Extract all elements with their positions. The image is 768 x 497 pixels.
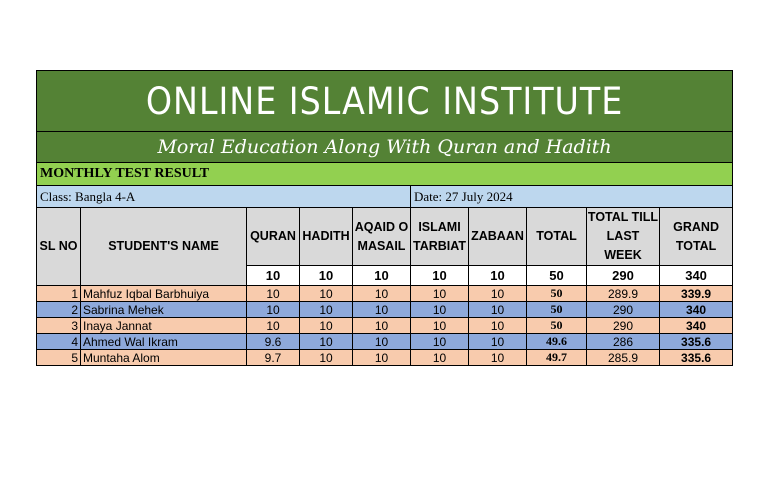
cell-zabaan: 10 [469,286,527,302]
header-aqaid [353,208,411,266]
table-row [37,350,733,366]
cell-quran: 10 [247,318,300,334]
header-total: TOTAL [527,208,587,266]
cell-quran: 9.6 [247,334,300,350]
header-quran: QURAN [247,208,300,266]
cell-sl: 5 [37,350,81,366]
institute-subtitle: Moral Education Along With Quran and Hadith [37,132,733,163]
cell-aqaid: 10 [353,334,411,350]
cell-total: 49.7 [527,350,587,366]
cell-islami: 10 [411,302,469,318]
max-grand-total: 340 [660,266,733,286]
cell-grand-total: 339.9 [660,286,733,302]
header-hadith: HADITH [300,208,353,266]
max-zabaan: 10 [469,266,527,286]
header-sl-no: SL NO [37,208,81,286]
result-sheet [36,70,732,366]
header-grand-line1: GRAND [673,219,719,234]
cell-grand-total: 335.6 [660,334,733,350]
max-till-last-week: 290 [587,266,660,286]
header-student-name: STUDENT'S NAME [81,208,247,286]
cell-aqaid: 10 [353,350,411,366]
max-hadith: 10 [300,266,353,286]
cell-aqaid: 10 [353,318,411,334]
table-row [37,334,733,350]
cell-student-name: Inaya Jannat [81,318,247,334]
max-quran: 10 [247,266,300,286]
cell-hadith: 10 [300,302,353,318]
cell-islami: 10 [411,286,469,302]
cell-islami: 10 [411,318,469,334]
cell-total: 50 [527,286,587,302]
result-table [36,70,733,366]
cell-total: 50 [527,318,587,334]
cell-aqaid: 10 [353,302,411,318]
cell-quran: 10 [247,286,300,302]
cell-grand-total: 340 [660,302,733,318]
header-till-line1: TOTAL TILL [587,210,659,224]
cell-student-name: Sabrina Mehek [81,302,247,318]
cell-hadith: 10 [300,334,353,350]
header-zabaan: ZABAAN [469,208,527,266]
cell-grand-total: 340 [660,318,733,334]
table-row [37,286,733,302]
date-label: Date: 27 July 2024 [411,186,733,208]
cell-hadith: 10 [300,318,353,334]
cell-till-last-week: 290 [587,302,660,318]
header-grand-total [660,208,733,266]
result-heading: MONTHLY TEST RESULT [37,163,733,186]
cell-aqaid: 10 [353,286,411,302]
header-aqaid-line1: AQAID O [354,219,409,234]
cell-hadith: 10 [300,286,353,302]
cell-till-last-week: 289.9 [587,286,660,302]
cell-student-name: Mahfuz Iqbal Barbhuiya [81,286,247,302]
header-till-line2: LAST WEEK [604,229,642,262]
cell-total: 50 [527,302,587,318]
cell-sl: 4 [37,334,81,350]
cell-zabaan: 10 [469,318,527,334]
cell-quran: 9.7 [247,350,300,366]
header-aqaid-line2: MASAIL [357,238,406,253]
cell-sl: 1 [37,286,81,302]
cell-quran: 10 [247,302,300,318]
cell-till-last-week: 290 [587,318,660,334]
cell-islami: 10 [411,350,469,366]
header-islami-line1: ISLAMI [418,219,461,234]
cell-grand-total: 335.6 [660,350,733,366]
table-row [37,302,733,318]
institute-title: ONLINE ISLAMIC INSTITUTE [37,71,733,132]
max-islami: 10 [411,266,469,286]
max-aqaid: 10 [353,266,411,286]
cell-sl: 3 [37,318,81,334]
cell-student-name: Ahmed Wal Ikram [81,334,247,350]
header-till-last-week [587,208,660,266]
cell-student-name: Muntaha Alom [81,350,247,366]
header-islami-line2: TARBIAT [413,238,466,253]
cell-hadith: 10 [300,350,353,366]
cell-till-last-week: 286 [587,334,660,350]
table-row [37,318,733,334]
max-total: 50 [527,266,587,286]
header-islami [411,208,469,266]
cell-zabaan: 10 [469,302,527,318]
cell-islami: 10 [411,334,469,350]
cell-sl: 2 [37,302,81,318]
class-label: Class: Bangla 4-A [37,186,411,208]
header-grand-line2: TOTAL [675,238,717,253]
cell-zabaan: 10 [469,350,527,366]
cell-till-last-week: 285.9 [587,350,660,366]
cell-zabaan: 10 [469,334,527,350]
cell-total: 49.6 [527,334,587,350]
